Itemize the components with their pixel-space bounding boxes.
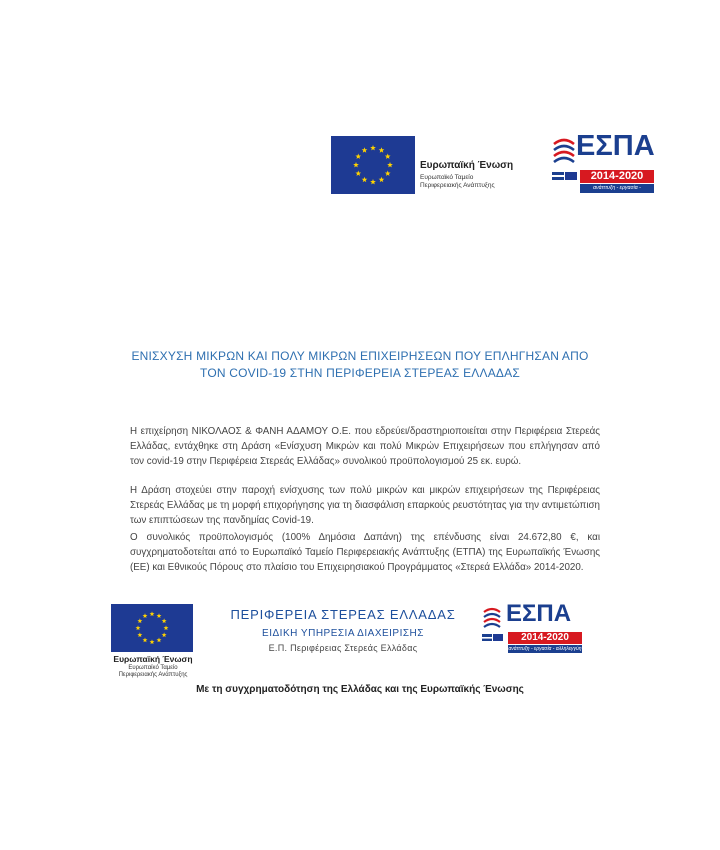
page-title xyxy=(90,348,630,382)
managing-authority: ΕΙΔΙΚΗ ΥΠΗΡΕΣΙΑ ΔΙΑΧΕΙΡΙΣΗΣ xyxy=(262,628,424,639)
title-line-2: ΤΟΝ COVID-19 ΣΤΗΝ ΠΕΡΙΦΕΡΕΙΑ ΣΤΕΡΕΑΣ ΕΛΛΑΔΑΣ xyxy=(200,366,520,380)
espa-tagline-bottom: ανάπτυξη - εργασία - αλληλεγγύη xyxy=(508,646,582,652)
eu-flag-icon xyxy=(111,604,193,652)
eu-logo-text xyxy=(420,160,540,190)
eu-fund-line2: Περιφερειακής Ανάπτυξης xyxy=(420,182,495,189)
cofunding-statement: Με τη συγχρηματοδότηση της Ελλάδας και της Ευρωπαϊκής Ένωσης xyxy=(196,684,524,695)
espa-logo-icon xyxy=(480,602,586,656)
espa-logo-icon xyxy=(552,132,656,198)
espa-title-bottom: ΕΣΠΑ xyxy=(506,600,572,627)
eu-flag-icon xyxy=(331,136,415,194)
paragraph-3: Ο συνολικός προϋπολογισμός (100% Δημόσια Δαπάνη) της επένδυσης είναι 24.672,80 €, και συγχρηματοδοτείται από το Ευρωπαϊκό Ταμείο Περιφερειακής Ανάπτυξης (ΕΤΠΑ) της Ευρωπαϊκής Ένωσης (ΕΕ) και Εθνικούς Πόρους στο πλαίσιο του Επιχειρησιακού Προγράμματος «Στερεά Ελλάδα» 2014-2020. xyxy=(130,532,600,573)
title-line-1: ΕΝΙΣΧΥΣΗ ΜΙΚΡΩΝ ΚΑΙ ΠΟΛΥ ΜΙΚΡΩΝ ΕΠΙΧΕΙΡΗΣΕΩΝ ΠΟΥ ΕΠΛΗΓΗΣΑΝ ΑΠΟ xyxy=(131,349,589,363)
espa-tagline: ανάπτυξη - εργασία - αλληλεγγύη xyxy=(580,184,654,193)
region-block xyxy=(206,607,480,654)
espa-years: 2014-2020 xyxy=(580,170,654,183)
eu-fund-line1-bottom: Ευρωπαϊκό Ταμείο xyxy=(128,665,178,671)
eu-fund-bottom xyxy=(98,665,208,679)
eu-fund-line1: Ευρωπαϊκό Ταμείο xyxy=(420,174,474,181)
region-name: ΠΕΡΙΦΕΡΕΙΑ ΣΤΕΡΕΑΣ ΕΛΛΑΔΑΣ xyxy=(230,607,456,622)
operational-programme: Ε.Π. Περιφέρειας Στερεάς Ελλάδας xyxy=(268,643,418,653)
espa-years-bottom: 2014-2020 xyxy=(508,632,582,644)
eu-name-bottom: Ευρωπαϊκή Ένωση xyxy=(113,654,193,664)
eu-name: Ευρωπαϊκή Ένωση xyxy=(420,160,514,171)
espa-title: ΕΣΠΑ xyxy=(576,130,655,162)
paragraph-1: Η επιχείρηση ΝΙΚΟΛΑΟΣ & ΦΑΝΗ ΑΔΑΜΟΥ Ο.Ε. που εδρεύει/δραστηριοποιείται στην Περιφέρεια Στερεάς Ελλάδας, εντάχθηκε στη Δράση «Ενίσχυση Μικρών και πολύ Μικρών Επιχειρήσεων που επλήγησαν από τον covid-19 στην Περιφέρεια Στερεάς Ελλάδας» συνολικού προϋπολογισμού 25 εκ. ευρώ. xyxy=(130,426,600,467)
eu-fund-line2-bottom: Περιφερειακής Ανάπτυξης xyxy=(118,672,188,678)
paragraph-2: Η Δράση στοχεύει στην παροχή ενίσχυσης των πολύ μικρών και μικρών επιχειρήσεων της Περιφέρειας Στερεάς Ελλάδας με τη μορφή επιχορήγησης για τη διασφάλιση επαρκούς ρευστότητας για την αντιμετώπιση των επιπτώσεων της πανδημίας Covid-19. xyxy=(130,485,600,526)
